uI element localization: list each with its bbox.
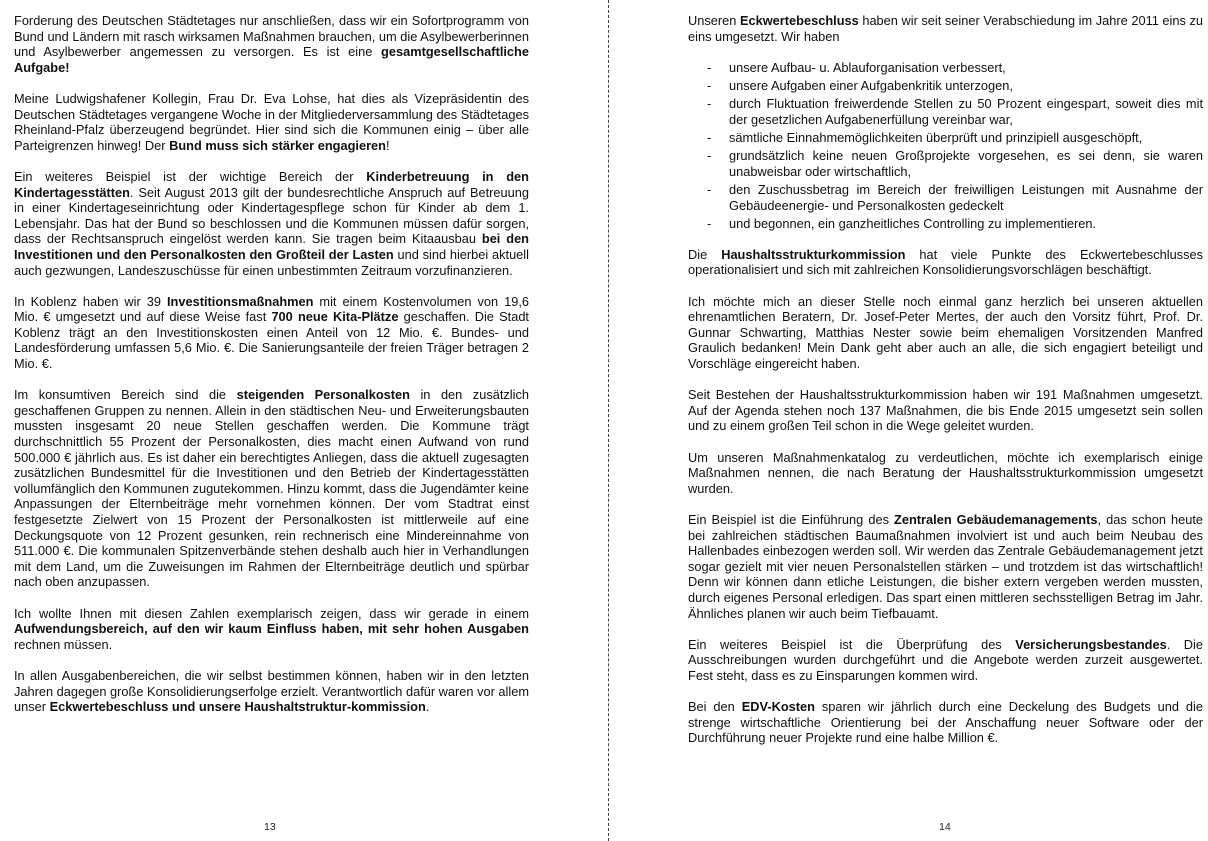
- emphasis: Kinderbetreuung in den Kindertagesstätten: [14, 168, 529, 200]
- paragraph: Bei den EDV-Kosten sparen wir jährlich durch eine Deckelung des Budgets und die strenge wirtschaftliche Orientierung bei der Anschaffung neuer Software oder der Durchführung neuer Projekte rund eine halbe Million €.: [688, 699, 1203, 746]
- list-item: - grundsätzlich keine neuen Großprojekte vorgesehen, es sei denn, sie waren unabweisbar oder wirtschaftlich,: [707, 148, 1203, 179]
- emphasis: Eckwertebeschluss und unsere Haushaltstruktur-kommission: [49, 699, 426, 715]
- emphasis: Bund muss sich stärker engagieren: [169, 137, 386, 153]
- page-number-right: 14: [939, 821, 951, 833]
- measures-list: [688, 60, 1203, 232]
- emphasis: Zentralen Gebäudemanagements: [894, 511, 1098, 527]
- paragraph: Um unseren Maßnahmenkatalog zu verdeutlichen, möchte ich exemplarisch einige Maßnahmen nennen, die nach Beratung der Haushaltsstrukturkommission umgesetzt wurden.: [688, 449, 1203, 496]
- emphasis: 700 neue Kita-Plätze: [271, 309, 399, 325]
- list-item: - durch Fluktuation freiwerdende Stellen zu 50 Prozent eingespart, soweit dies mit der gesetzlichen Aufgabenerfüllung vereinbar war,: [707, 96, 1203, 127]
- paragraph: Meine Ludwigshafener Kollegin, Frau Dr. Eva Lohse, hat dies als Vizepräsidentin des Deutschen Städtetages vergangene Woche in der Mitgliederversammlung des Städtetages Rheinland-Pfalz überzeugend begründet. Hier sind sich die Kommunen einig – über alle Parteigrenzen hinweg! Der Bund muss sich stärker engagieren!: [14, 90, 529, 153]
- right-page: [688, 13, 1203, 761]
- paragraph: Die Haushaltsstrukturkommission hat viele Punkte des Eckwertebeschlusses operationalisiert und sich mit zahlreichen Konsolidierungsvorschlägen beschäftigt.: [688, 246, 1203, 278]
- list-item: - unsere Aufgaben einer Aufgabenkritik unterzogen,: [707, 77, 1013, 93]
- paragraph: Ein Beispiel ist die Einführung des Zentralen Gebäudemanagements, das schon heute bei zahlreichen städtischen Baumaßnahmen involviert ist und auch beim Neubau des Hallenbades einbezogen werden soll. Wir werden das Zentrale Gebäudemanagement jetzt sogar gezielt mit vier neuen Personalstellen stärken – und trotzdem ist das wirtschaftlich! Denn wir können dann etliche Leistungen, die bisher extern vergeben werden mussten, durch eigenes Personal erledigen. Das spart einen mittleren sechsstelligen Betrag im Jahr. Ähnliches planen wir auch beim Tiefbauamt.: [688, 511, 1204, 621]
- emphasis: Versicherungsbestandes: [1015, 636, 1167, 652]
- list-item: - und begonnen, ein ganzheitliches Controlling zu implementieren.: [707, 215, 1097, 231]
- emphasis: Investitionsmaßnahmen: [166, 293, 314, 309]
- emphasis: bei den Investitionen und den Personalkosten den Großteil der Lasten: [14, 231, 529, 262]
- emphasis: Haushaltsstrukturkommission: [721, 246, 906, 262]
- emphasis: steigenden Personalkosten: [236, 387, 410, 403]
- emphasis: gesamtgesellschaftliche Aufgabe!: [14, 44, 529, 75]
- paragraph: Ein weiteres Beispiel ist die Überprüfung des Versicherungsbestandes. Die Ausschreibungen wurden durchgeführt und die Angebote werden zurzeit ausgewertet. Fest steht, dass es zu Einsparungen kommen wird.: [688, 636, 1204, 683]
- paragraph: Forderung des Deutschen Städtetages nur anschließen, dass wir ein Sofortprogramm von Bund und Ländern mit rasch wirksamen Maßnahmen brauchen, um die Asylbewerberinnen und Asylbewerber angemessen zu versorgen. Es ist eine gesamtgesellschaftliche Aufgabe!: [14, 13, 529, 75]
- paragraph: Ein weiteres Beispiel ist der wichtige Bereich der Kinderbetreuung in den Kindertagesstätten. Seit August 2013 gilt der bundesrechtliche Anspruch auf Betreuung in einer Kindertageseinrichtung oder Kindertagespflege schon für Kinder ab dem 1. Lebensjahr. Das hat der Bund so beschlossen und die Kommunen müssen dafür sorgen, dass der Rechtsanspruch eingelöst werden kann. Sie tragen beim Kitaausbau bei den Investitionen und den Personalkosten den Großteil der Lasten und sind hierbei aktuell auch gezwungen, Landeszuschüsse für einen unbestimmten Zeitraum vorzufinanzieren.: [14, 168, 529, 278]
- page-divider: [608, 0, 609, 841]
- emphasis: Eckwertebeschluss: [739, 13, 859, 28]
- emphasis: EDV-Kosten: [741, 699, 815, 715]
- paragraph: Ich wollte Ihnen mit diesen Zahlen exemplarisch zeigen, dass wir gerade in einem Aufwendungsbereich, auf den wir kaum Einfluss haben, mit sehr hohen Ausgaben rechnen müssen.: [14, 605, 529, 652]
- left-page: [14, 13, 529, 730]
- paragraph: Unseren Eckwertebeschluss haben wir seit seiner Verabschiedung im Jahre 2011 eins zu eins umgesetzt. Wir haben: [688, 13, 1203, 44]
- paragraph: In Koblenz haben wir 39 Investitionsmaßnahmen mit einem Kostenvolumen von 19,6 Mio. € umgesetzt und auf diese Weise fast 700 neue Kita-Plätze geschaffen. Die Stadt Koblenz trägt an den Investitionskosten einen Anteil von 12 Mio. €. Bundes- und Landesförderung umfassen 5,6 Mio. €. Die Sanierungsanteile der freien Träger betragen 2 Mio. €.: [14, 293, 529, 372]
- list-item: - den Zuschussbetrag im Bereich der freiwilligen Leistungen mit Ausnahme der Gebäudeenergie- und Personalkosten gedeckelt: [707, 181, 1203, 213]
- paragraph: Seit Bestehen der Haushaltsstrukturkommission haben wir 191 Maßnahmen umgesetzt. Auf der Agenda stehen noch 137 Maßnahmen, die bis Ende 2015 umgesetzt sein sollen und zu einem großen Teil schon in die Wege geleitet wurden.: [688, 387, 1203, 434]
- paragraph: In allen Ausgabenbereichen, die wir selbst bestimmen können, haben wir in den letzten Jahren dagegen große Konsolidierungserfolge erzielt. Verantwortlich dafür waren vor allem unser Eckwertebeschluss und unsere Haushaltstruktur-kommission.: [14, 667, 530, 715]
- list-item: - sämtliche Einnahmemöglichkeiten überprüft und prinzipiell ausgeschöpft,: [707, 129, 1143, 145]
- paragraph: Ich möchte mich an dieser Stelle noch einmal ganz herzlich bei unseren aktuellen ehrenamtlichen Beratern, Dr. Josef-Peter Mertes, der auch den Vorsitz führt, Prof. Dr. Gunnar Schwarting, Matthias Nester sowie beim ehemaligen Vorsitzenden Manfred Graulich bedanken! Mein Dank geht aber auch an alle, die sich engagiert beteiligt und Vorschläge eingereicht haben.: [688, 293, 1203, 372]
- emphasis: Aufwendungsbereich, auf den wir kaum Einfluss haben, mit sehr hohen Ausgaben: [14, 621, 529, 637]
- page-number-left: 13: [264, 821, 276, 833]
- paragraph: Im konsumtiven Bereich sind die steigenden Personalkosten in den zusätzlich geschaffenen Gruppen zu nennen. Allein in den städtischen Neu- und Erweiterungsbauten mussten insgesamt 20 neue Stellen geschaffen werden. Die Kommune trägt durchschnittlich 55 Prozent der Personalkosten, dies macht einen Aufwand von rund 500.000 € jährlich aus. Es ist daher ein berechtigtes Anliegen, dass die aktuell zugesagten zusätzlichen Bundesmittel für die Investitionen und den Betrieb der Kindertagesstätten vollumfänglich den Kommunen zugutekommen. Hinzu kommt, dass die Jugendämter keine Anpassungen der Elternbeiträge mehr vornehmen können. Der vom Stadtrat einst festgesetzte Zielwert von 15 Prozent der Personalkosten ist mittlerweile auf eine Deckungsquote von 12 Prozent gesunken, rein rechnerisch eine Mindereinnahme von 511.000 €. Die kommunalen Spitzenverbände stehen deshalb auch hier in Verhandlungen mit dem Land, um die Zuweisungen im Rahmen der Elternbeiträge deutlich und spürbar nach oben anzupassen.: [14, 387, 529, 590]
- list-item: - unsere Aufbau- u. Ablauforganisation verbessert,: [707, 59, 1006, 75]
